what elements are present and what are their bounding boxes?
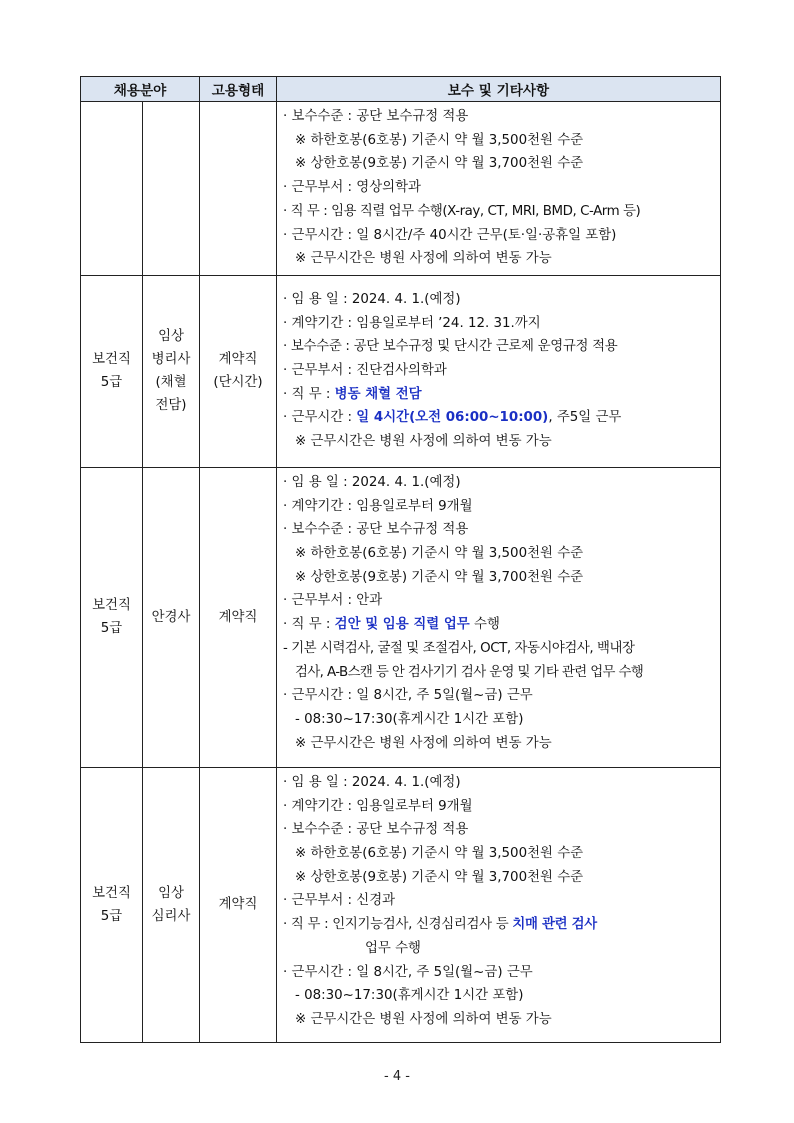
detail-line: · 보수수준 : 공단 보수규정 및 단시간 근로제 운영규정 적용 bbox=[283, 339, 618, 355]
table-header-row bbox=[81, 77, 721, 102]
detail-line: · 근무부서 : 안과 bbox=[283, 593, 383, 609]
hours-label: · 근무시간 : bbox=[283, 410, 357, 426]
category-cell bbox=[81, 467, 143, 767]
sub-detail-line: - 기본 시력검사, 굴절 및 조절검사, OCT, 자동시야검사, 백내장 bbox=[283, 640, 635, 656]
job-line: 임상 bbox=[158, 329, 184, 345]
hours-detail-line: - 08:30~17:30(휴게시간 1시간 포함) bbox=[295, 711, 524, 727]
detail-line: · 근무부서 : 신경과 bbox=[283, 893, 396, 909]
header-field: 채용분야 bbox=[81, 77, 200, 102]
header-employment: 고용형태 bbox=[200, 77, 277, 102]
details-cell bbox=[277, 275, 721, 467]
category-cell bbox=[81, 767, 143, 1042]
detail-line: ※ 상한호봉(9호봉) 기준시 약 월 3,700천원 수준 bbox=[295, 569, 584, 585]
category-line: 5급 bbox=[100, 375, 123, 391]
detail-line: · 임 용 일 : 2024. 4. 1.(예정) bbox=[283, 291, 461, 307]
detail-line: ※ 하한호봉(6호봉) 기준시 약 월 3,500천원 수준 bbox=[295, 846, 584, 862]
page-number: - 4 - bbox=[384, 1069, 410, 1084]
detail-line: · 계약기간 : 임용일로부터 9개월 bbox=[283, 798, 473, 814]
job-cell bbox=[143, 275, 200, 467]
detail-line: · 근무시간 : 일 8시간/주 40시간 근무(토·일·공휴일 포함) bbox=[283, 227, 617, 243]
detail-line: · 보수수준 : 공단 보수규정 적용 bbox=[283, 109, 469, 124]
duty-rest: 수행 bbox=[469, 617, 500, 633]
employment-line: 계약직 bbox=[218, 897, 258, 913]
category-line: 보건직 bbox=[92, 352, 131, 368]
category-line: 보건직 bbox=[92, 598, 131, 614]
note-line: ※ 근무시간은 병원 사정에 의하여 변동 가능 bbox=[295, 434, 552, 450]
recruitment-table bbox=[80, 76, 721, 1043]
detail-line: · 근무부서 : 영상의학과 bbox=[283, 180, 421, 196]
employment-cell bbox=[200, 102, 277, 276]
detail-line: · 계약기간 : 임용일로부터 ’24. 12. 31.까지 bbox=[283, 315, 541, 331]
category-line: 5급 bbox=[100, 908, 123, 924]
job-cell bbox=[143, 767, 200, 1042]
duty-continuation: 업무 수행 bbox=[365, 940, 421, 956]
job-line: 전담) bbox=[155, 398, 187, 414]
category-cell bbox=[81, 102, 143, 276]
hours-detail-line: - 08:30~17:30(휴게시간 1시간 포함) bbox=[295, 988, 524, 1004]
category-line: 5급 bbox=[100, 621, 123, 637]
header-details: 보수 및 기타사항 bbox=[277, 77, 721, 102]
duty-line bbox=[283, 913, 718, 937]
table-row bbox=[81, 467, 721, 767]
hours-line: · 근무시간 : 일 8시간, 주 5일(월~금) 근무 bbox=[283, 688, 533, 704]
employment-line: 계약직 bbox=[218, 609, 258, 625]
detail-line: ※ 하한호봉(6호봉) 기준시 약 월 3,500천원 수준 bbox=[295, 132, 584, 148]
detail-line: · 임 용 일 : 2024. 4. 1.(예정) bbox=[283, 774, 461, 790]
detail-line: ※ 상한호봉(9호봉) 기준시 약 월 3,700천원 수준 bbox=[295, 156, 584, 172]
job-line: 안경사 bbox=[151, 609, 191, 625]
job-line: 심리사 bbox=[151, 908, 191, 924]
detail-line: ※ 근무시간은 병원 사정에 의하여 변동 가능 bbox=[295, 251, 552, 267]
duty-label: · 직 무 : bbox=[283, 617, 335, 633]
detail-line: · 임 용 일 : 2024. 4. 1.(예정) bbox=[283, 474, 461, 490]
job-cell bbox=[143, 467, 200, 767]
hours-line: · 근무시간 : 일 8시간, 주 5일(월~금) 근무 bbox=[283, 964, 533, 980]
job-line: 병리사 bbox=[151, 352, 191, 368]
employment-line: 계약직 bbox=[218, 352, 258, 368]
hours-line bbox=[283, 406, 718, 430]
duty-label: · 직 무 : 인지기능검사, 신경심리검사 등 bbox=[283, 917, 513, 933]
hours-rest: , 주5일 근무 bbox=[548, 410, 622, 426]
hours-highlight: 일 4시간(오전 06:00~10:00) bbox=[356, 410, 549, 426]
table-row bbox=[81, 767, 721, 1042]
category-line: 보건직 bbox=[92, 885, 131, 901]
detail-line: · 보수수준 : 공단 보수규정 적용 bbox=[283, 522, 469, 538]
duty-highlight: 검안 및 임용 직렬 업무 bbox=[334, 617, 470, 633]
details-cell bbox=[277, 467, 721, 767]
detail-line: · 계약기간 : 임용일로부터 9개월 bbox=[283, 498, 473, 514]
category-cell bbox=[81, 275, 143, 467]
employment-line: (단시간) bbox=[213, 375, 263, 391]
detail-line: · 보수수준 : 공단 보수규정 적용 bbox=[283, 822, 469, 838]
duty-line bbox=[283, 613, 718, 637]
duty-line bbox=[283, 383, 718, 407]
note-line: ※ 근무시간은 병원 사정에 의하여 변동 가능 bbox=[295, 1011, 552, 1027]
job-cell bbox=[143, 102, 200, 276]
job-line: (채혈 bbox=[155, 375, 187, 391]
employment-cell bbox=[200, 275, 277, 467]
employment-cell bbox=[200, 767, 277, 1042]
note-line: ※ 근무시간은 병원 사정에 의하여 변동 가능 bbox=[295, 735, 552, 751]
detail-line: ※ 하한호봉(6호봉) 기준시 약 월 3,500천원 수준 bbox=[295, 546, 584, 562]
detail-line: · 직 무 : 임용 직렬 업무 수행(X-ray, CT, MRI, BMD, C-Arm 등) bbox=[283, 203, 641, 219]
sub-detail-line: 검사, A-B스캔 등 안 검사기기 검사 운영 및 기타 관련 업무 수행 bbox=[295, 664, 644, 680]
details-cell bbox=[277, 102, 721, 276]
table-row bbox=[81, 102, 721, 276]
table-row bbox=[81, 275, 721, 467]
duty-highlight: 병동 채혈 전담 bbox=[334, 386, 422, 402]
employment-cell bbox=[200, 467, 277, 767]
job-line: 임상 bbox=[158, 885, 184, 901]
duty-label: · 직 무 : bbox=[283, 386, 335, 402]
duty-highlight: 치매 관련 검사 bbox=[512, 917, 597, 933]
detail-line: · 근무부서 : 진단검사의학과 bbox=[283, 363, 447, 379]
details-cell bbox=[277, 767, 721, 1042]
detail-line: ※ 상한호봉(9호봉) 기준시 약 월 3,700천원 수준 bbox=[295, 869, 584, 885]
